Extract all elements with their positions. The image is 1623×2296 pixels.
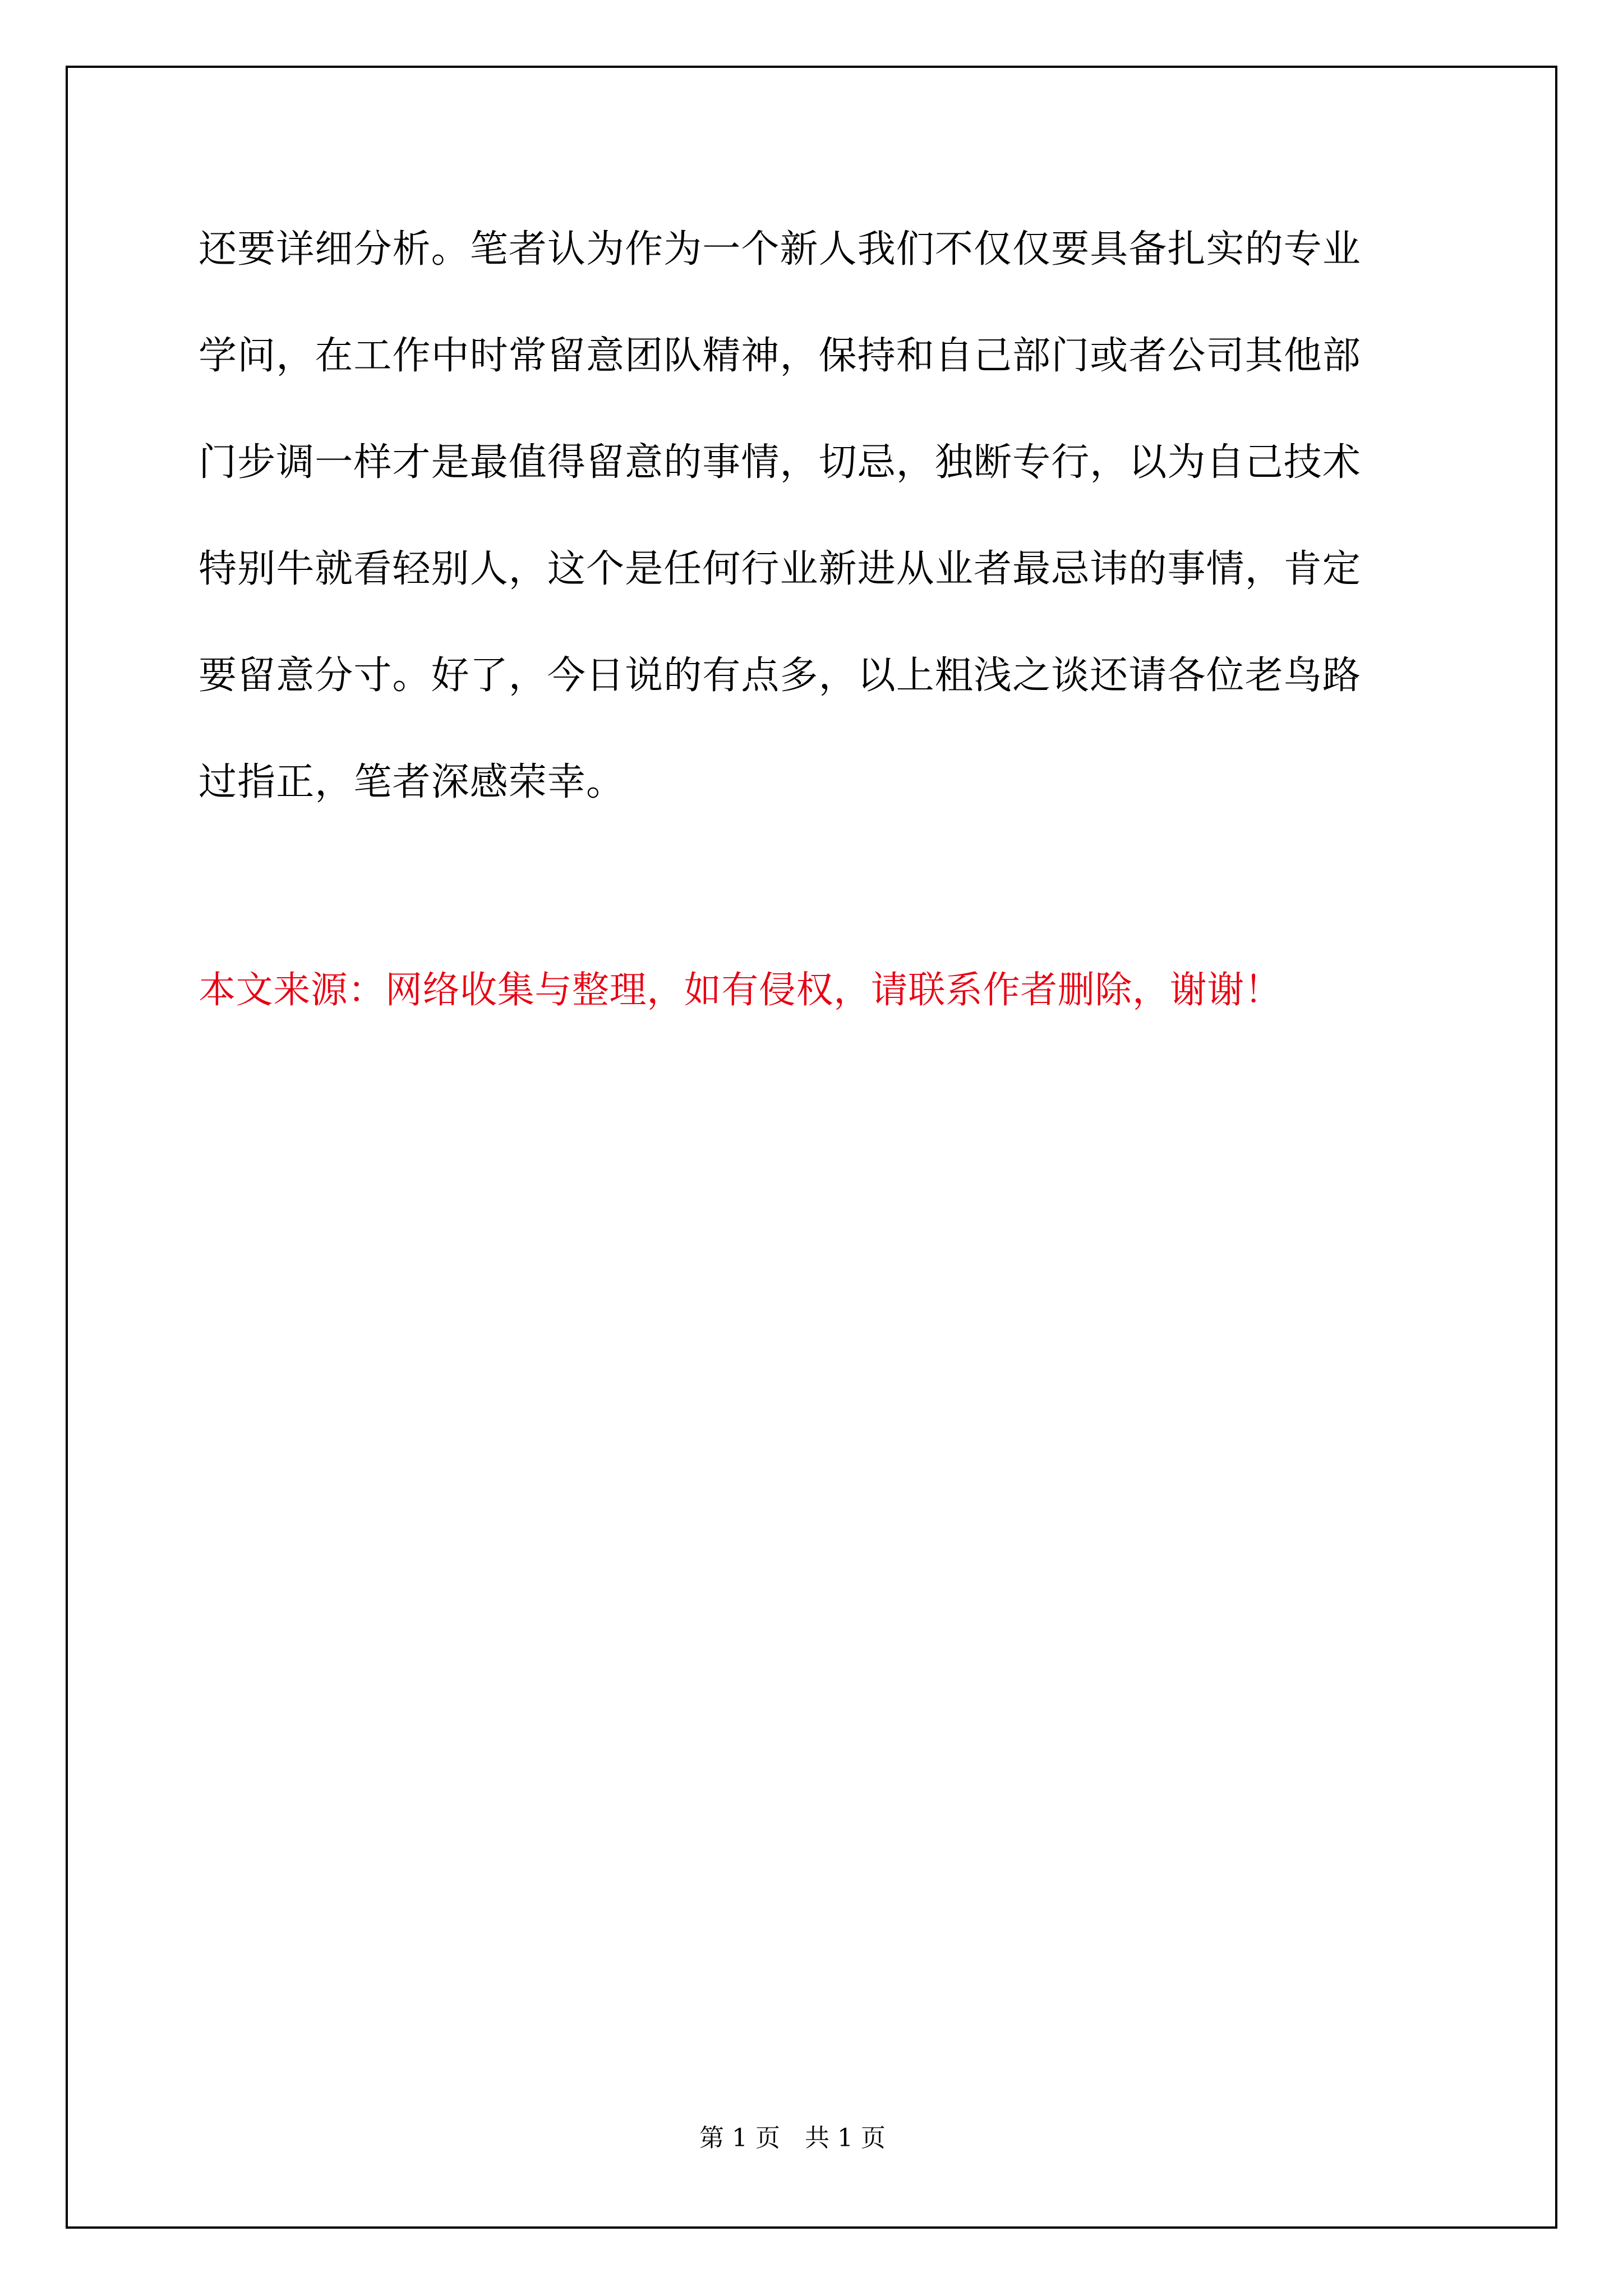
body-text-line: 过指正，笔者深感荣幸。 — [199, 760, 625, 804]
body-text-line: 要留意分寸。好了，今日说的有点多，以上粗浅之谈还请各位老鸟路 — [199, 654, 1362, 698]
body-text-line: 还要详细分析。笔者认为作为一个新人我们不仅仅要具备扎实的专业 — [199, 227, 1362, 272]
source-note: 本文来源：网络收集与整理，如有侵权，请联系作者删除，谢谢！ — [199, 968, 1282, 1011]
body-text-line: 学问，在工作中时常留意团队精神，保持和自己部门或者公司其他部 — [199, 334, 1362, 378]
page-number-footer: 第 1 页 共 1 页 — [699, 2124, 886, 2152]
page-border — [66, 66, 1557, 2229]
body-text-line: 门步调一样才是最值得留意的事情，切忌，独断专行，以为自己技术 — [199, 440, 1362, 485]
body-text-line: 特别牛就看轻别人，这个是任何行业新进从业者最忌讳的事情，肯定 — [199, 547, 1362, 591]
